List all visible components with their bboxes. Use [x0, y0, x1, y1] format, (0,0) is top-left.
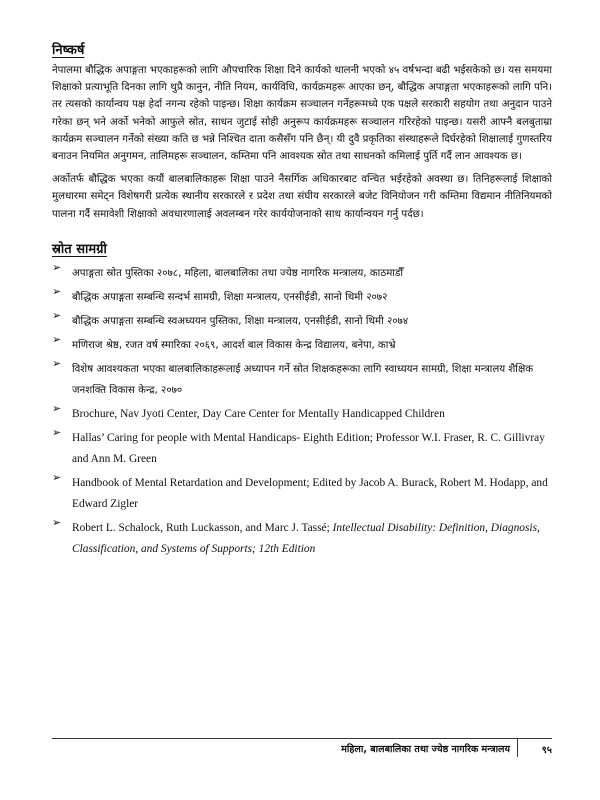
reference-item [52, 516, 552, 558]
references-section [52, 239, 552, 558]
reference-item [52, 471, 552, 513]
reference-item [52, 309, 552, 330]
arrow-bullet-icon: ➢ [52, 308, 62, 322]
reference-text [72, 522, 540, 555]
arrow-bullet-icon: ➢ [52, 356, 62, 370]
footer-ministry-title: महिला, बालबालिका तथा ज्येष्ठ नागरिक मन्त्रालय [341, 744, 510, 755]
arrow-bullet-icon: ➢ [52, 425, 62, 439]
footer-divider [517, 739, 518, 757]
reference-text: बौद्धिक अपाङ्गता सम्बन्धि सन्दर्भ सामग्री, शिक्षा मन्त्रालय, एनसीईडी, सानो थिमी २०७२ [72, 291, 388, 303]
conclusion-paragraph-2: अर्कोतर्फ बौद्धिक भएका कयौं बालबालिकाहरू शिक्षा पाउने नैसर्गिक अधिकारबाट वन्चित भईरहेको अवस्था छ। तिनिहरूलाई शिक्षाको मुलधारमा समेट्न विशेषगरी प्रत्येक स्थानीय सरकारले र प्रदेश तथा संघीय सरकारले बजेट विनियोजन गरी कम्तिमा विद्यमान नीतिनियमको पालना गर्दै समावेशी शिक्षाको अवधारणालाई अवलम्बन गरेर कार्ययोजनाको साथ कार्यान्वयन गर्नु पर्दछ। [52, 174, 552, 220]
arrow-bullet-icon: ➢ [52, 470, 62, 484]
reference-text: मणिराज श्रेष्ठ, रजत वर्ष स्मारिका २०६९, आदर्श बाल विकास केन्द्र विद्यालय, बनेपा, काभ्रे [72, 339, 396, 351]
arrow-bullet-icon: ➢ [52, 284, 62, 298]
reference-title: Intellectual Disability: Definition, Diagnosis, Classification, and Systems of Supports; 12th Edition [72, 521, 540, 555]
reference-item [52, 426, 552, 468]
conclusion-section [52, 40, 552, 223]
references-list [52, 261, 552, 558]
page-footer [52, 738, 552, 759]
references-heading: स्रोत सामग्री [52, 241, 107, 257]
reference-authors: Robert L. Schalock, Ruth Luckasson, and Marc J. Tassé; [72, 521, 333, 534]
conclusion-paragraph-1: नेपालमा बौद्धिक अपाङ्गता भएकाहरूको लागि औपचारिक शिक्षा दिने कार्यको थालनी भएको ४५ वर्षभन्दा बढी भईसकेको छ। यस समयमा शिक्षाको प्रत्याभूति दिनका लागि थुप्रै कानुन, नीति नियम, कार्यविधि, कार्यक्रमहरू आएका छन्, बौद्धिक अपाङ्गता भएकाहरूको लागि पनि। तर त्यसको कार्यान्वय पक्ष हेर्दा नगन्य रहेको पाइन्छ। शिक्षा कार्यक्रम सञ्चालन गर्नेहरूमध्ये एक पक्षले सरकारी सहयोग तथा अनुदान पाउने गरेका छन् भने अर्को भनेको आफुले स्रोत, साधन जुटाई सोही अनुरूप कार्यक्रमहरू सञ्चालन गरिरहेको पाइन्छ। यसरी आफ्नै बलबुताम्रा कार्यक्रम सञ्चालन गर्नेको संख्या कति छ भन्ने निश्चित दाता कसैसँग पनि छैन्। यी दुवै प्रकृतिका संस्थाहरूले दिर्घरहेको शिक्षालाई गुणस्तरिय बनाउन नियमित अनुगमन, तालिमहरू सञ्चालन, कम्तिमा पनि आवश्यक स्रोत तथा साधनको कमिलाई पुर्ति गर्दै लान आवश्यक छ। [52, 65, 552, 163]
reference-text: अपाङ्गता स्रोत पुस्तिका २०७८, महिला, बालबालिका तथा ज्येष्ठ नागरिक मन्त्रालय, काठमाडौँ [72, 267, 404, 279]
arrow-bullet-icon: ➢ [52, 515, 62, 529]
reference-text: विशेष आवश्यकता भएका बालबालिकाहरूलाई अध्यापन गर्ने स्रोत शिक्षकहरूका लागि स्वाध्ययन सामग्री, शिक्षा मन्त्रालय शैक्षिक जनशक्ति विकास केन्द्र, २०७० [72, 363, 534, 396]
reference-item [52, 261, 552, 282]
conclusion-heading: निष्कर्ष [52, 43, 85, 58]
reference-text: Hallas’ Caring for people with Mental Handicaps- Eighth Edition; Professor W.I. Fraser, R. C. Gillivray and Ann M. Green [72, 431, 545, 465]
reference-item [52, 357, 552, 399]
reference-item [52, 402, 552, 423]
arrow-bullet-icon: ➢ [52, 260, 62, 274]
reference-item [52, 285, 552, 306]
page-number: ९५ [541, 745, 552, 756]
document-page [52, 40, 552, 561]
arrow-bullet-icon: ➢ [52, 332, 62, 346]
reference-text: Brochure, Nav Jyoti Center, Day Care Center for Mentally Handicapped Children [72, 407, 445, 420]
reference-item [52, 333, 552, 354]
arrow-bullet-icon: ➢ [52, 401, 62, 415]
reference-text: Handbook of Mental Retardation and Development; Edited by Jacob A. Burack, Robert M. Hodapp, and Edward Zigler [72, 476, 548, 510]
reference-text: बौद्धिक अपाङ्गता सम्बन्धि स्वअध्ययन पुस्तिका, शिक्षा मन्त्रालय, एनसीईडी, सानो थिमी २०७४ [72, 315, 409, 327]
